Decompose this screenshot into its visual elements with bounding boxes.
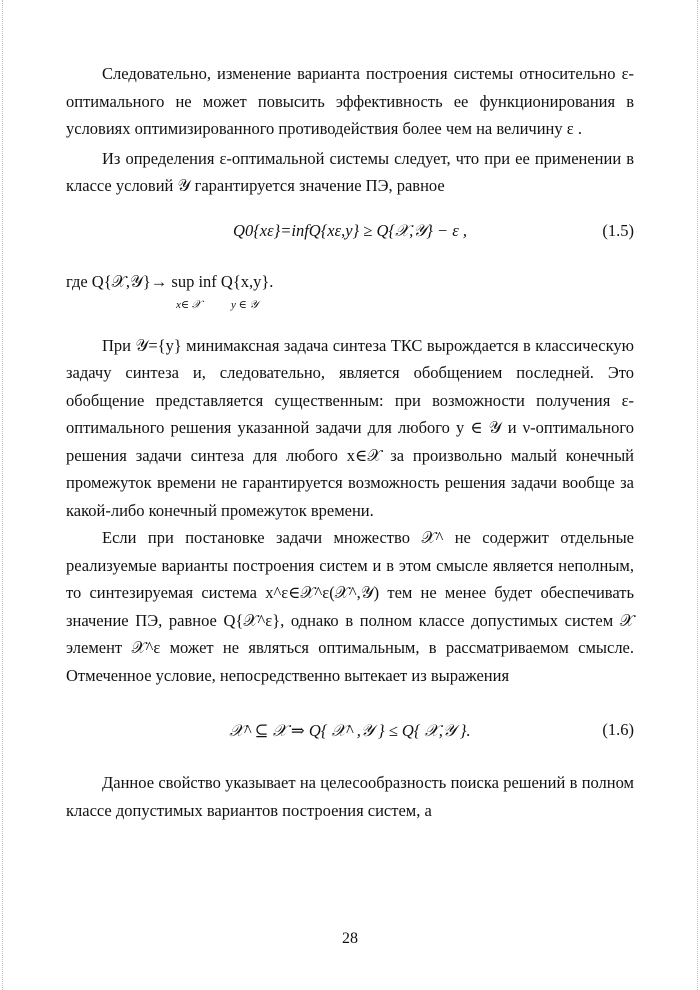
inf-subscript: y ∈ 𝒴 xyxy=(231,298,259,311)
formula-1-5 xyxy=(66,200,634,262)
paragraph-3: При 𝒴={y} минимаксная задача синтеза ТКС вырождается в классическую задачу синтеза и, следовательно, является обобщением последней. Это обобщение представляется существенным: при возможности получения ε-оптимального решения указанной задачи для любого y ∈ 𝒴 и ν-оптимального решения задачи синтеза для любого x∈𝒳 за произвольно малый конечный промежуток времени не гарантируется возможность решения задачи вообще за какой-либо конечный промежуток времени. xyxy=(66,335,634,520)
sup-subscript: x∈ 𝒳 xyxy=(176,298,202,311)
formula-1-6-number: (1.6) xyxy=(602,720,634,739)
paragraph-5: Данное свойство указывает на целесообразность поиска решений в полном классе допустимых вариантов построения систем, а xyxy=(66,773,634,820)
formula-1-5-number: (1.5) xyxy=(602,220,634,240)
page-edge-right xyxy=(697,0,698,990)
formula-1-6-expression: 𝒳^ ⊆ 𝒳 ⇒ Q{ 𝒳^ ,𝒴 } ≤ Q{ 𝒳,𝒴 }. xyxy=(229,720,471,740)
paragraph-4: Если при постановке задачи множество 𝒳^ не содержит отдельные реализуемые варианты построения систем и в этом смысле является неполным, то синтезируемая система x^ε∈𝒳^ε(𝒳^,𝒴) тем не менее будет обеспечивать значение ПЭ, равное Q{𝒳^ε}, однако в полном классе допустимых систем 𝒳 элемент 𝒳^ε может не являться оптимальным, в рассматриваемом смысле. Отмеченное условие, непосредственно вытекает из выражения xyxy=(66,528,634,685)
page-body xyxy=(66,60,634,824)
paragraph-2: Из определения ε-оптимальной системы следует, что при ее применении в классе условий 𝒴 гарантируется значение ПЭ, равное xyxy=(66,148,634,195)
page-number: 28 xyxy=(342,930,358,947)
page-edge-left xyxy=(2,0,3,990)
paragraph-1: Следовательно, изменение варианта построения системы относительно ε-оптимального не может повысить эффективность ее функционирования в условиях оптимизированного противодействия более чем на величину ε . xyxy=(66,64,634,138)
formula-1-5-expression: Q0{xε}=infQ{xε,y} ≥ Q{𝒳,𝒴} − ε , xyxy=(233,221,467,241)
where-definition-text: где Q{𝒳,𝒴}→ sup inf Q{x,y}. xyxy=(66,271,274,291)
formula-1-6 xyxy=(66,699,634,759)
where-definition xyxy=(66,268,634,326)
